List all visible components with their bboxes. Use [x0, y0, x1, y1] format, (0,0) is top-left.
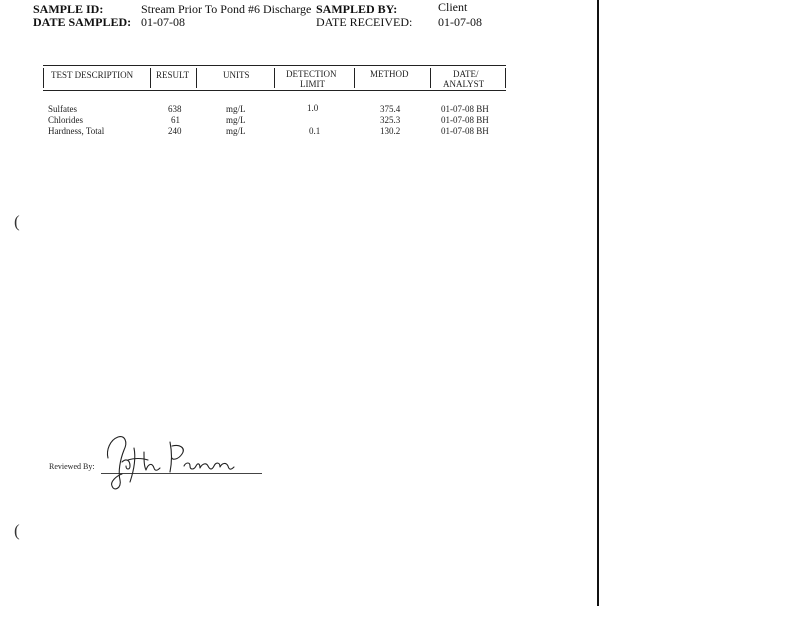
result-value: 638 — [168, 104, 182, 114]
column-divider — [354, 68, 355, 88]
column-divider — [505, 68, 506, 88]
test-description: Chlorides — [48, 115, 83, 125]
column-divider — [43, 68, 44, 88]
signature-stroke — [144, 452, 160, 470]
column-divider — [274, 68, 275, 88]
column-divider — [430, 68, 431, 88]
date-analyst-value: 01-07-08 BH — [441, 126, 489, 136]
units-value: mg/L — [226, 104, 246, 114]
signature-stroke — [184, 463, 234, 469]
col-test-description: TEST DESCRIPTION — [51, 70, 134, 80]
column-divider — [196, 68, 197, 88]
sample-id-label: SAMPLE ID: — [33, 2, 104, 16]
method-value: 130.2 — [380, 126, 401, 136]
units-value: mg/L — [226, 126, 246, 136]
col-method: METHOD — [370, 69, 409, 79]
col-units: UNITS — [223, 70, 250, 80]
col-limit: LIMIT — [300, 79, 325, 89]
margin-mark: ( — [14, 521, 20, 540]
col-analyst: ANALYST — [443, 79, 485, 89]
signature-stroke — [107, 437, 125, 489]
col-result: RESULT — [156, 70, 190, 80]
date-received-value: 01-07-08 — [438, 15, 482, 29]
method-value: 325.3 — [380, 115, 401, 125]
detection-limit-value: 1.0 — [307, 103, 319, 113]
signature-stroke — [128, 459, 148, 461]
test-description: Sulfates — [48, 104, 77, 114]
col-detection: DETECTION — [286, 69, 337, 79]
signature-stroke — [130, 448, 135, 482]
date-sampled-value: 01-07-08 — [141, 15, 185, 29]
method-value: 375.4 — [380, 104, 401, 114]
signature-image — [100, 430, 265, 495]
column-divider — [150, 68, 151, 88]
margin-mark: ( — [14, 212, 20, 231]
date-analyst-value: 01-07-08 BH — [441, 115, 489, 125]
reviewed-by-label: Reviewed By: — [49, 462, 95, 471]
result-value: 61 — [171, 115, 180, 125]
test-description: Hardness, Total — [48, 126, 105, 136]
sample-id-value: Stream Prior To Pond #6 Discharge — [141, 2, 312, 16]
sampled-by-value: Client — [438, 0, 468, 14]
date-received-label: DATE RECEIVED: — [316, 15, 413, 29]
date-analyst-value: 01-07-08 BH — [441, 104, 489, 114]
signature-stroke — [122, 460, 130, 469]
page-edge-line — [597, 0, 599, 606]
detection-limit-value: 0.1 — [309, 126, 321, 136]
sampled-by-label: SAMPLED BY: — [316, 2, 398, 16]
results-table-header — [43, 65, 506, 91]
col-date: DATE/ — [453, 69, 479, 79]
units-value: mg/L — [226, 115, 246, 125]
date-sampled-label: DATE SAMPLED: — [33, 15, 132, 29]
result-value: 240 — [168, 126, 182, 136]
signature-stroke — [170, 442, 183, 472]
